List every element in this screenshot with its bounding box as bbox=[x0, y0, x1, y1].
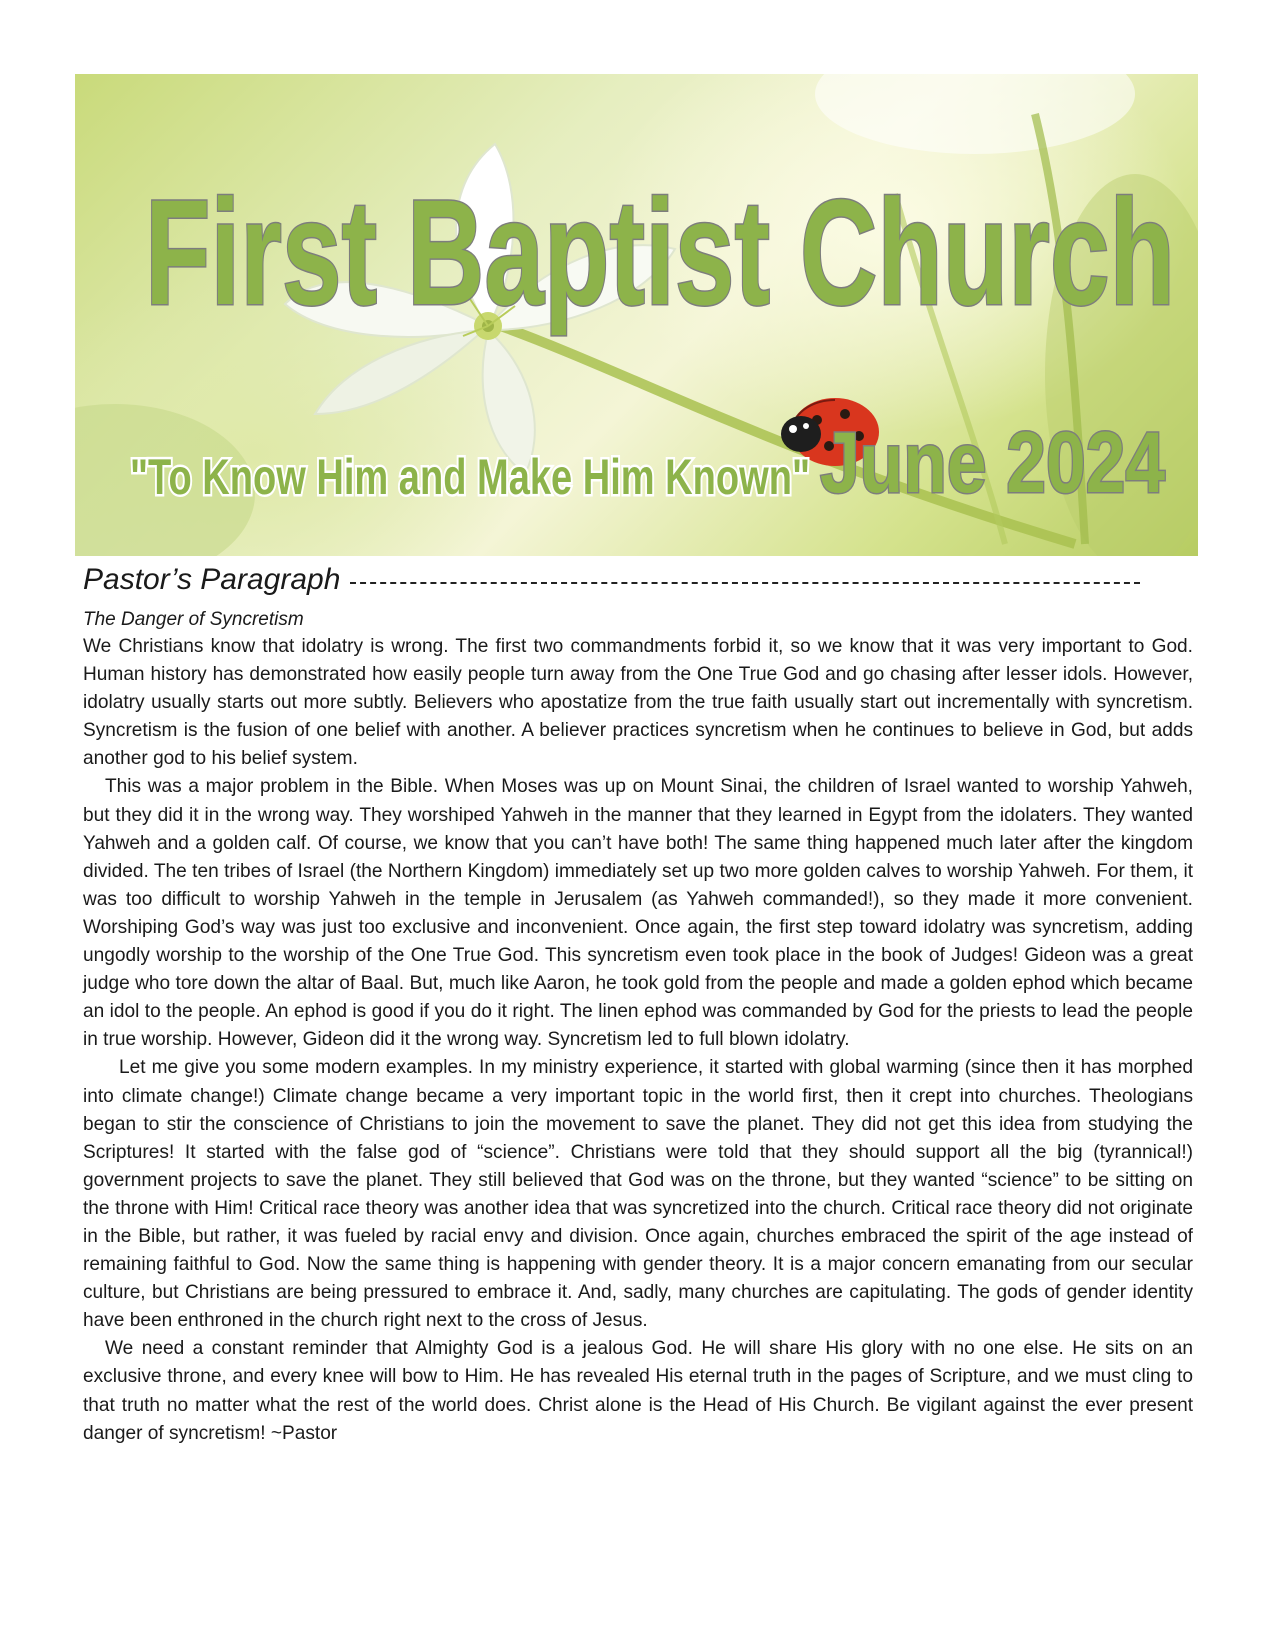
article-title: The Danger of Syncretism bbox=[83, 609, 304, 630]
paragraph-4: We need a constant reminder that Almighty God is a jealous God. He will share His glory with no one else. He sits on an exclusive throne, and every knee will bow to Him. He has revealed His eternal truth in the pages of Scripture, and we must cling to that truth no matter what the rest of the world does. Christ alone is the Head of His Church. Be vigilant against the ever present danger of syncretism! ~Pastor bbox=[83, 1338, 1193, 1444]
heading-rule bbox=[350, 582, 1140, 584]
article-body bbox=[83, 633, 1193, 1448]
church-name: First Baptist Church bbox=[145, 168, 1175, 336]
banner-title bbox=[75, 74, 1198, 556]
section-heading bbox=[83, 563, 1183, 605]
header-banner bbox=[75, 74, 1198, 556]
paragraph-2: This was a major problem in the Bible. When Moses was up on Mount Sinai, the children of Israel wanted to worship Yahweh, but they did it in the wrong way. They worshiped Yahweh in the manner that they learned in Egypt from the idolaters. They wanted Yahweh and a golden calf. Of course, we know that you can’t have both! The same thing happened much later after the kingdom divided. The ten tribes of Israel (the Northern Kingdom) immediately set up two more golden calves to worship Yahweh. For them, it was too difficult to worship Yahweh in the temple in Jerusalem (as Yahweh commanded!), so they made it more convenient. Worshiping God’s way was just too exclusive and inconvenient. Once again, the first step toward idolatry was syncretism, adding ungodly worship to the worship of the One True God. This syncretism even took place in the book of Judges! Gideon was a great judge who tore down the altar of Baal. But, much like Aaron, he took gold from the people and made a golden ephod which became an idol to the people. An ephod is good if you do it right. The linen ephod was commanded by God for the priests to lead the people in true worship. However, Gideon did it the wrong way. Syncretism led to full blown idolatry. bbox=[83, 776, 1193, 1051]
motto: "To Know Him and Make Him Known" bbox=[130, 449, 810, 505]
section-heading-label: Pastor’s Paragraph bbox=[83, 563, 341, 596]
issue-date: June 2024 bbox=[820, 415, 1166, 511]
paragraph-1: We Christians know that idolatry is wrong. The first two commandments forbid it, so we know that it was very important to God. Human history has demonstrated how easily people turn away from the One True God and go chasing after lesser idols. However, idolatry usually starts out more subtly. Believers who apostatize from the true faith usually start out incrementally with syncretism. Syncretism is the fusion of one belief with another. A believer practices syncretism when he continues to believe in God, but adds another god to his belief system. bbox=[83, 636, 1193, 770]
paragraph-3: Let me give you some modern examples. In my ministry experience, it started with global warming (since then it has morphed into climate change!) Climate change became a very important topic in the world first, then it crept into churches. Theologians began to stir the conscience of Christians to join the movement to save the planet. They did not get this idea from studying the Scriptures! It started with the false god of “science”. Christians were told that they should support all the big (tyrannical!) government projects to save the planet. They still believed that God was on the throne, but they wanted “science” to be sitting on the throne with Him! Critical race theory was another idea that was syncretized into the church. Critical race theory did not originate in the Bible, but rather, it was fueled by racial envy and division. Once again, churches embraced the spirit of the age instead of remaining faithful to God. Now the same thing is happening with gender theory. It is a major concern emanating from our secular culture, but Christians are being pressured to embrace it. And, sadly, many churches are capitulating. The gods of gender identity have been enthroned in the church right next to the cross of Jesus. bbox=[83, 1057, 1193, 1332]
